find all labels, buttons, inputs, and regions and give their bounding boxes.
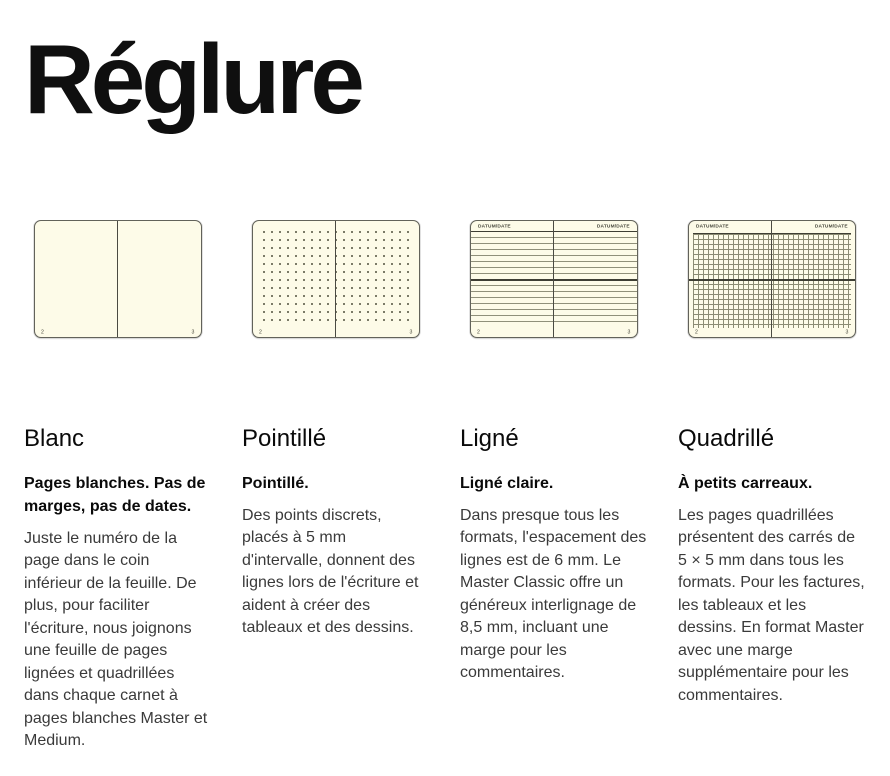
- page-number-right: 3: [627, 329, 631, 335]
- notebook-preview-ligne: [470, 220, 638, 338]
- column-body-pointille: Des points discrets, placés à 5 mm d'intervalle, donnent des lignes lors de l'écriture et aident à créer des tableaux et des dessins.: [242, 506, 419, 637]
- column-heading-quadrille: Quadrillé: [678, 425, 775, 452]
- page-title: Réglure: [24, 24, 361, 134]
- column-body-ligne: Dans presque tous les formats, l'espacement des lignes est de 6 mm. Le Master Classic offre un généreux interlignage de 8,5 mm, incluant une marge pour les commentaires.: [460, 506, 647, 682]
- ruling-option-pointille: [242, 220, 429, 753]
- date-header-right: DATUM/DATE: [596, 223, 630, 229]
- notebook-preview-pointille: [252, 220, 420, 338]
- date-header-left: DATUM/DATE: [695, 223, 729, 229]
- notebook-spine: [335, 221, 336, 337]
- column-body-quadrille: Les pages quadrillées présentent des carrés de 5 × 5 mm dans tous les formats. Pour les factures, les tableaux et les dessins. En format Master avec une marge supplémentaire pour les commentaires.: [678, 506, 865, 704]
- page-number-right: 3: [191, 329, 195, 335]
- date-header-right: DATUM/DATE: [814, 223, 848, 229]
- date-header-left: DATUM/DATE: [477, 223, 511, 229]
- column-subtitle-blanc: Pages blanches. Pas de marges, pas de dates.: [24, 474, 206, 515]
- notebook-spine: [117, 221, 118, 337]
- column-heading-blanc: Blanc: [24, 425, 85, 452]
- page-number-left: 2: [476, 329, 480, 335]
- ruling-option-ligne: [460, 220, 647, 753]
- notebook-spine: [771, 221, 772, 337]
- notebook-preview-quadrille: [688, 220, 856, 338]
- ruling-options-grid: [24, 220, 865, 753]
- column-body-blanc: Juste le numéro de la page dans le coin inférieur de la feuille. De plus, pour faciliter l'écriture, nous joignons une feuille de pages lignées et quadrillées dans chaque carnet à pages blanches Master et Medium.: [24, 529, 208, 750]
- page-number-left: 2: [694, 329, 698, 335]
- page-number-left: 2: [258, 329, 262, 335]
- ruling-option-quadrille: [678, 220, 865, 753]
- ruling-option-blanc: [24, 220, 211, 753]
- column-subtitle-ligne: Ligné claire.: [460, 474, 554, 492]
- page-number-left: 2: [40, 329, 44, 335]
- notebook-spine: [553, 221, 554, 337]
- page-number-right: 3: [845, 329, 849, 335]
- column-heading-pointille: Pointillé: [242, 425, 327, 452]
- column-heading-ligne: Ligné: [460, 425, 519, 452]
- column-subtitle-quadrille: À petits carreaux.: [678, 474, 813, 492]
- page-number-right: 3: [409, 329, 413, 335]
- notebook-preview-blanc: [34, 220, 202, 338]
- column-subtitle-pointille: Pointillé.: [242, 474, 309, 492]
